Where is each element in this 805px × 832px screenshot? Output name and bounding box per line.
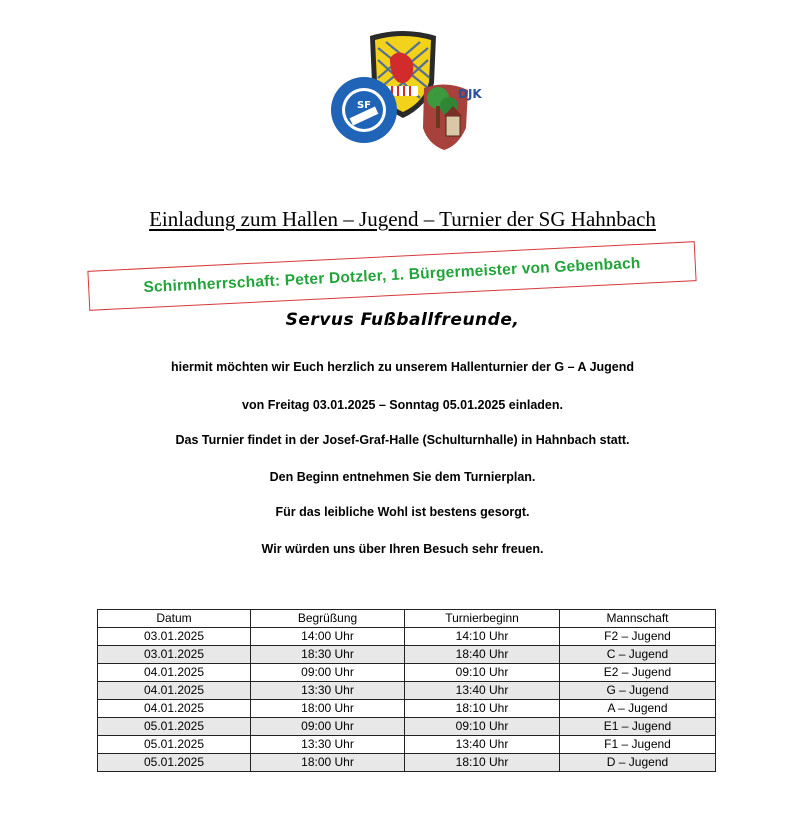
header-welcome: Begrüßung (251, 610, 405, 628)
table-row (98, 754, 716, 772)
cell-team: D – Jugend (560, 754, 716, 772)
cell-welcome: 18:00 Uhr (251, 754, 405, 772)
table-row (98, 628, 716, 646)
cell-date: 04.01.2025 (98, 664, 251, 682)
cell-start: 13:40 Uhr (405, 682, 560, 700)
cell-welcome: 13:30 Uhr (251, 736, 405, 754)
cell-welcome: 18:00 Uhr (251, 700, 405, 718)
cell-date: 03.01.2025 (98, 628, 251, 646)
header-tournament-start: Turnierbeginn (405, 610, 560, 628)
svg-text:DJK: DJK (458, 87, 482, 101)
invitation-line-2: von Freitag 03.01.2025 – Sonntag 05.01.2025 einladen. (242, 398, 563, 412)
cell-date: 05.01.2025 (98, 736, 251, 754)
cell-team: F2 – Jugend (560, 628, 716, 646)
cell-start: 18:10 Uhr (405, 700, 560, 718)
schedule-table (97, 609, 716, 772)
cell-date: 05.01.2025 (98, 754, 251, 772)
djk-tree-crest-icon (423, 84, 482, 150)
invitation-line-1: hiermit möchten wir Euch herzlich zu unserem Hallenturnier der G – A Jugend (170, 360, 635, 374)
cell-welcome: 09:00 Uhr (251, 664, 405, 682)
cell-team: G – Jugend (560, 682, 716, 700)
invitation-line-6: Wir würden uns über Ihren Besuch sehr freuen. (261, 542, 544, 556)
cell-team: C – Jugend (560, 646, 716, 664)
greeting: Servus Fußballfreunde, (285, 310, 520, 330)
cell-team: E1 – Jugend (560, 718, 716, 736)
header-team: Mannschaft (560, 610, 716, 628)
table-row (98, 664, 716, 682)
table-row (98, 736, 716, 754)
table-header-row (98, 610, 716, 628)
table-row (98, 646, 716, 664)
cell-welcome: 09:00 Uhr (251, 718, 405, 736)
cell-welcome: 13:30 Uhr (251, 682, 405, 700)
cell-date: 04.01.2025 (98, 700, 251, 718)
cell-start: 09:10 Uhr (405, 718, 560, 736)
invitation-line-3: Das Turnier findet in der Josef-Graf-Halle (Schulturnhalle) in Hahnbach statt. (175, 433, 630, 447)
cell-start: 18:10 Uhr (405, 754, 560, 772)
cell-team: E2 – Jugend (560, 664, 716, 682)
cell-date: 03.01.2025 (98, 646, 251, 664)
patronage-banner (87, 241, 696, 311)
cell-start: 14:10 Uhr (405, 628, 560, 646)
invitation-line-5: Für das leibliche Wohl ist bestens gesorgt. (275, 505, 530, 519)
cell-start: 09:10 Uhr (405, 664, 560, 682)
sportfreunde-badge-icon (331, 77, 397, 143)
table-row (98, 700, 716, 718)
cell-team: F1 – Jugend (560, 736, 716, 754)
page-title: Einladung zum Hallen – Jugend – Turnier der SG Hahnbach (149, 207, 656, 231)
cell-date: 05.01.2025 (98, 718, 251, 736)
cell-date: 04.01.2025 (98, 682, 251, 700)
table-row (98, 718, 716, 736)
table-row (98, 682, 716, 700)
invitation-line-4: Den Beginn entnehmen Sie dem Turnierplan. (269, 470, 536, 484)
cell-start: 13:40 Uhr (405, 736, 560, 754)
cell-team: A – Jugend (560, 700, 716, 718)
cell-welcome: 14:00 Uhr (251, 628, 405, 646)
svg-text:SF: SF (356, 100, 372, 111)
cell-start: 18:40 Uhr (405, 646, 560, 664)
club-logos (328, 28, 482, 158)
cell-welcome: 18:30 Uhr (251, 646, 405, 664)
patronage-text: Schirmherrschaft: Peter Dotzler, 1. Bürgermeister von Gebenbach (143, 254, 641, 297)
header-date: Datum (98, 610, 251, 628)
